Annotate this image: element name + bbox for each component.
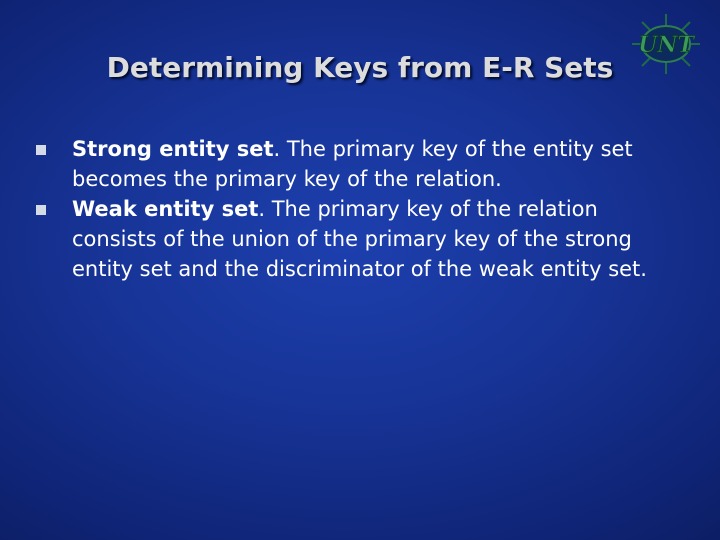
bullet-text: . The primary key of the relation consists of the union of the primary key of the strong entity set and the discriminator of the weak entity set. <box>72 197 647 281</box>
unt-logo-icon <box>628 12 704 76</box>
bullet-list <box>36 134 676 284</box>
bullet-item-strong-entity-set <box>36 134 676 194</box>
bullet-item-weak-entity-set <box>36 194 676 284</box>
bullet-text: . The primary key of the entity set becomes the primary key of the relation. <box>72 137 633 191</box>
bullet-term: Weak entity set <box>72 197 259 221</box>
logo-text: UNT <box>638 32 694 58</box>
slide-title: Determining Keys from E-R Sets <box>106 51 614 84</box>
square-bullet-icon <box>36 205 46 215</box>
bullet-term: Strong entity set <box>72 137 274 161</box>
square-bullet-icon <box>36 145 46 155</box>
